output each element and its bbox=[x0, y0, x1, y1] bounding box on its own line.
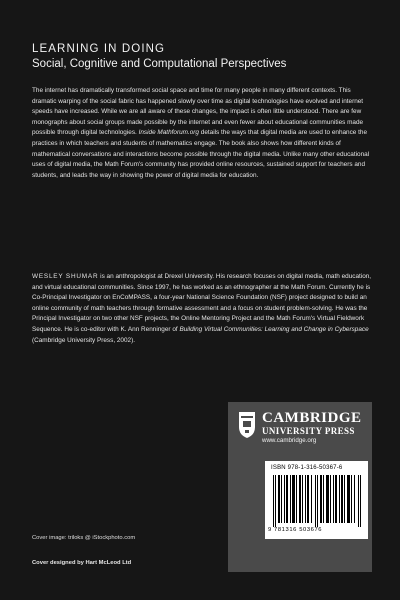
series-subtitle: Social, Cognitive and Computational Perspectives bbox=[32, 58, 287, 70]
cambridge-shield-icon bbox=[238, 411, 256, 439]
bio-text: is an anthropologist at Drexel University. His research focuses on digital media, math education, and virtual educational communities. Since 1997, he has worked as an ethnographer at the Math Forum. Currently he is Co-Principal Investigator on EnCoMPASS, a four-year National Science Foundation (NSF) project designed to build an online community of math teachers through formative assessment and a focus on student problem-solving. He was the Principal Investigator on two other NSF projects, the Online Mentoring Project and the Math Forum's Virtual Fieldwork Sequence. He is co-editor with K. Ann Renninger of bbox=[32, 273, 372, 333]
cover-image-credit: Cover image: triloks @ iStockphoto.com bbox=[32, 535, 136, 541]
author-bio bbox=[32, 272, 372, 346]
book-description bbox=[32, 86, 372, 181]
series-title: LEARNING IN DOING bbox=[32, 43, 166, 55]
publisher-url: www.cambridge.org bbox=[262, 437, 317, 444]
related-book-title: Building Virtual Communities: Learning and Change in Cyberspace bbox=[179, 325, 369, 333]
book-title-reference: Inside Mathforum.org bbox=[138, 129, 199, 137]
barcode-label bbox=[265, 461, 368, 539]
description-text-continued: details the ways that digital media are used to enhance the practices in which teachers and students of mathematics engage. The book also shows how different kinds of mathematical conversations and interactions become possible through the digital media. Unlike many other educational uses of digital media, the Math Forum's community has provided online resources, sustained support for teachers and students, and leads the way in showing the power of digital media for education. bbox=[32, 129, 370, 179]
publisher-subname: UNIVERSITY PRESS bbox=[262, 426, 355, 436]
barcode-bars bbox=[271, 475, 363, 527]
cover-design-credit: Cover designed by Hart McLeod Ltd bbox=[32, 560, 132, 566]
isbn-text: ISBN 978-1-316-50367-6 bbox=[271, 465, 343, 471]
description-text: The internet has dramatically transformed social space and time for many people in many different contexts. This dramatic warping of the social fabric has happened slowly over time as digital technologies have evolved and internet speeds have increased. While we are all aware of these changes, the impact is often little understood. There are few monographs about social groups made possible by the internet and even fewer about educational communities made possible through digital technologies. bbox=[32, 87, 364, 137]
publisher-name: CAMBRIDGE bbox=[262, 410, 362, 426]
author-name: WESLEY SHUMAR bbox=[32, 273, 99, 280]
bio-text-end: (Cambridge University Press, 2002). bbox=[32, 336, 135, 344]
barcode-digits: 9 781316 503676 bbox=[268, 527, 323, 533]
publisher-panel bbox=[228, 402, 372, 572]
